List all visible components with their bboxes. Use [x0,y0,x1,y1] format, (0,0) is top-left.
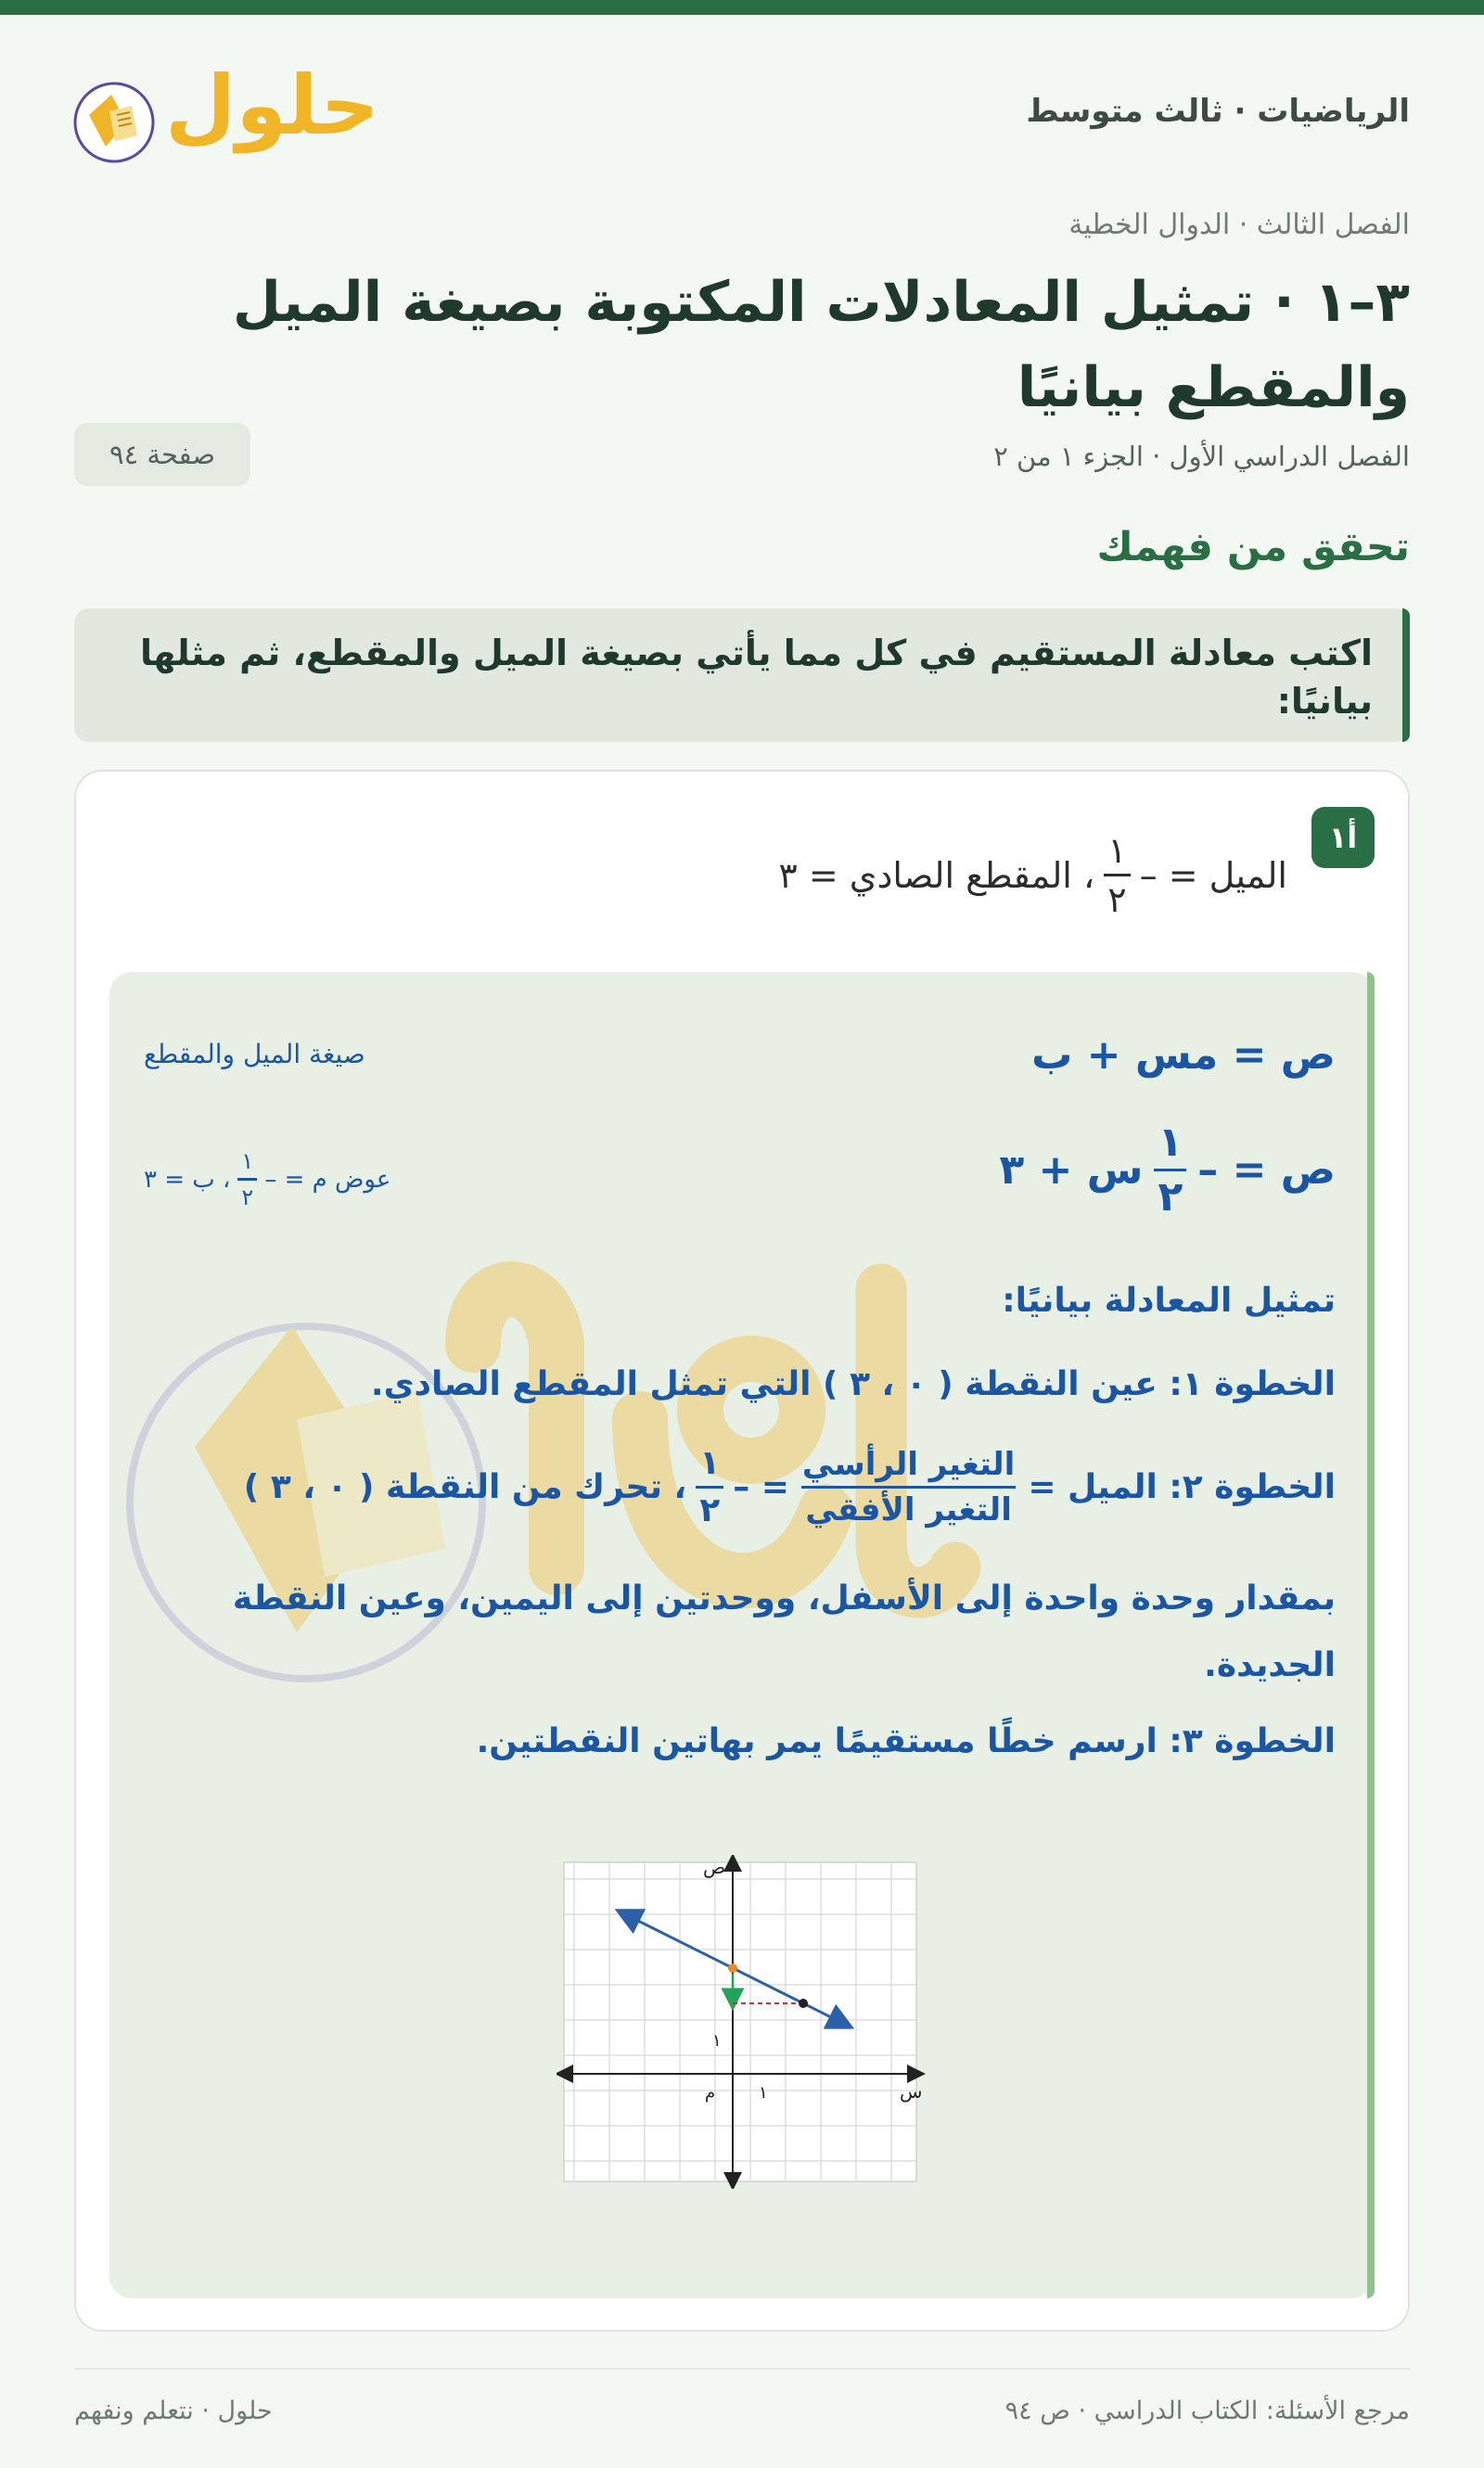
question-givens [778,830,1287,920]
halol-logo[interactable] [72,58,379,169]
fraction-numerator: ١ [241,1148,254,1174]
step-2-continuation: بمقدار وحدة واحدة إلى الأسفل، ووحدتين إلى اليمين، وعين النقطة الجديدة. [232,1579,1336,1684]
footer-tagline: حلول · نتعلم ونفهم [74,2397,273,2425]
note-right: ، ب = ٣ [144,1165,231,1194]
note-fraction [237,1150,257,1208]
step-2-label: الخطوة ٢: الميل = [1028,1468,1336,1506]
given-intercept: ، المقطع الصادي = ٣ [778,854,1095,896]
question-number-badge: أ١ [1311,807,1375,868]
substitution-note [144,1150,390,1208]
fraction-denominator: ٢ [237,1178,257,1208]
logo-text: حلول [165,58,379,153]
x-tick-label: ١ [759,2083,768,2103]
x-axis-label: س [900,2080,923,2103]
fraction-denominator: التغير الأفقي [801,1486,1015,1526]
prompt-accent-bar [1402,608,1410,742]
y-axis-label: ص [703,1856,726,1878]
footer-divider [74,2368,1410,2370]
exercise-prompt: اكتب معادلة المستقيم في كل مما يأتي بصيغة الميل والمقطع، ثم مثلها بيانيًا: [140,633,1373,722]
second-point [799,1999,808,2008]
graphing-heading: تمثيل المعادلة بيانيًا: [1002,1282,1336,1320]
equation-fraction [1154,1119,1186,1221]
section-heading: تحقق من فهمك [1096,524,1410,570]
solution-accent-bar [1367,972,1375,2298]
given-slope-label: الميل = – [1139,854,1287,896]
slope-fraction [696,1444,723,1529]
fraction-numerator: التغير الرأسي [801,1446,1016,1483]
fraction-denominator: ٢ [1104,874,1130,917]
step-1: الخطوة ١: عين النقطة ( ٠ ، ٣ ) التي تمثل المقطع الصادي. [370,1365,1336,1403]
given-slope-fraction [1104,830,1130,920]
subject-label: الرياضيات · ثالث متوسط [1026,93,1410,130]
step-2-equals: = – [733,1468,789,1506]
fraction-denominator: ٢ [1154,1169,1186,1218]
exercise-prompt-box [74,608,1410,742]
rise-over-run-fraction [799,1446,1018,1528]
note-left: عوض م = – [264,1165,391,1194]
equation-right: س + ٣ [999,1146,1144,1194]
step-3: الخطوة ٣: ارسم خطًا مستقيمًا يمر بهاتين النقطتين. [476,1722,1336,1760]
y-tick-label: ١ [712,2031,722,2051]
fraction-numerator: ١ [1107,830,1127,871]
fraction-numerator: ١ [1158,1119,1183,1166]
page-number-badge: صفحة ٩٤ [74,423,250,486]
formula-note: صيغة الميل والمقطع [144,1039,365,1069]
y-intercept-point [728,1963,737,1973]
fraction-denominator: ٢ [696,1486,723,1528]
top-accent-bar [0,0,1484,15]
chapter-breadcrumb: الفصل الثالث · الدوال الخطية [1068,209,1410,241]
graph-svg [556,1855,928,2189]
substituted-equation [999,1119,1336,1221]
step-2 [243,1444,1336,1529]
slope-intercept-formula: ص = مس + ب [1031,1031,1336,1079]
origin-label: م [705,2083,716,2103]
footer-reference: مرجع الأسئلة: الكتاب الدراسي · ص ٩٤ [1004,2397,1410,2425]
line-graph [556,1855,928,2189]
fraction-numerator: ١ [699,1444,721,1482]
semester-meta: الفصل الدراسي الأول · الجزء ١ من ٢ [993,441,1410,472]
lesson-title: ٣–١ · تمثيل المعادلات المكتوبة بصيغة الميل والمقطع بيانيًا [232,270,1410,420]
step-2-tail: ، تحرك من النقطة ( ٠ ، ٣ ) [243,1468,687,1506]
equation-left: ص = – [1197,1146,1336,1194]
